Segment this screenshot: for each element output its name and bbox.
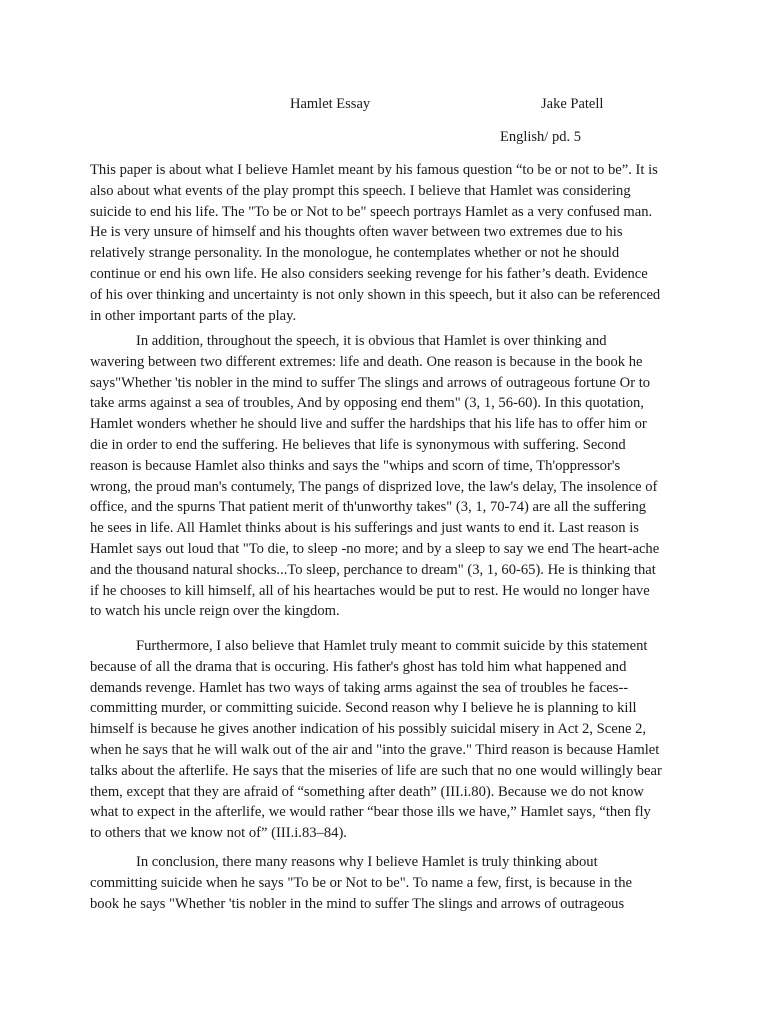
paragraph-body-2: Furthermore, I also believe that Hamlet truly meant to commit suicide by this statement because of all the drama that is occuring. His father's ghost has told him what happened and demands revenge. Hamlet has two ways of taking arms against the sea of troubles he faces--committing murder, or committing suicide. Second reason why I believe he is planning to kill himself is because he gives another indication of his possibly suicidal misery in Act 2, Scene 2, when he says that he will walk out of the air and "into the grave." Third reason is because Hamlet talks about the afterlife. He says that the miseries of life are such that no one would willingly bear them, except that they are afraid of “something after death” (III.i.80). Because we do not know what to expect in the afterlife, we would rather “bear those ills we have,” Hamlet says, “then fly to others that we know not of” (III.i.83–84). — [90, 638, 662, 842]
class-period: English/ pd. 5 — [500, 129, 581, 145]
essay-title: Hamlet Essay — [290, 96, 371, 112]
paragraph-intro: This paper is about what I believe Hamlet meant by his famous question “to be or not to be”. It is also about what events of the play prompt this speech. I believe that Hamlet was considering suicide to end his life. The "To be or Not to be" speech portrays Hamlet as a very confused man. He is very unsure of himself and his thoughts often waver between two extremes due to his relatively strange personality. In the monologue, he contemplates whether or not he should continue or end his own life. He also considers seeking revenge for his father’s death. Evidence of his over thinking and uncertainty is not only shown in this speech, but it also can be referenced in other important parts of the play. — [90, 162, 661, 324]
paragraph-conclusion: In conclusion, there many reasons why I believe Hamlet is truly thinking about committing suicide when he says "To be or Not to be". To name a few, first, is because in the book he says "Whether 'tis nobler in the mind to suffer The slings and arrows of outrageous — [90, 854, 633, 912]
author-name: Jake Patell — [541, 96, 604, 112]
paragraph-body-1: In addition, throughout the speech, it is obvious that Hamlet is over thinking and wavering between two different extremes: life and death. One reason is because in the book he says"Whether 'tis nobler in the mind to suffer The slings and arrows of outrageous fortune Or to take arms against a sea of troubles, And by opposing end them" (3, 1, 56-60). In this quotation, Hamlet wonders whether he should live and suffer the hardships that his life has to offer him or die in order to end the suffering. He believes that life is synonymous with suffering. Second reason is because Hamlet also thinks and says the "whips and scorn of time, Th'oppressor's wrong, the proud man's contumely, The pangs of disprized love, the law's delay, The insolence of office, and the spurns That patient merit of th'unworthy takes" (3, 1, 70-74) are all the suffering he sees in life. All Hamlet thinks about is his sufferings and just wants to end it. Last reason is Hamlet says out loud that "To die, to sleep -no more; and by a sleep to say we end The heart-ache and the thousand natural shocks...To sleep, perchance to dream" (3, 1, 60-65). He is thinking that if he chooses to kill himself, all of his heartaches would be put to rest. He would no longer have to watch his uncle reign over the kingdom. — [90, 333, 660, 620]
